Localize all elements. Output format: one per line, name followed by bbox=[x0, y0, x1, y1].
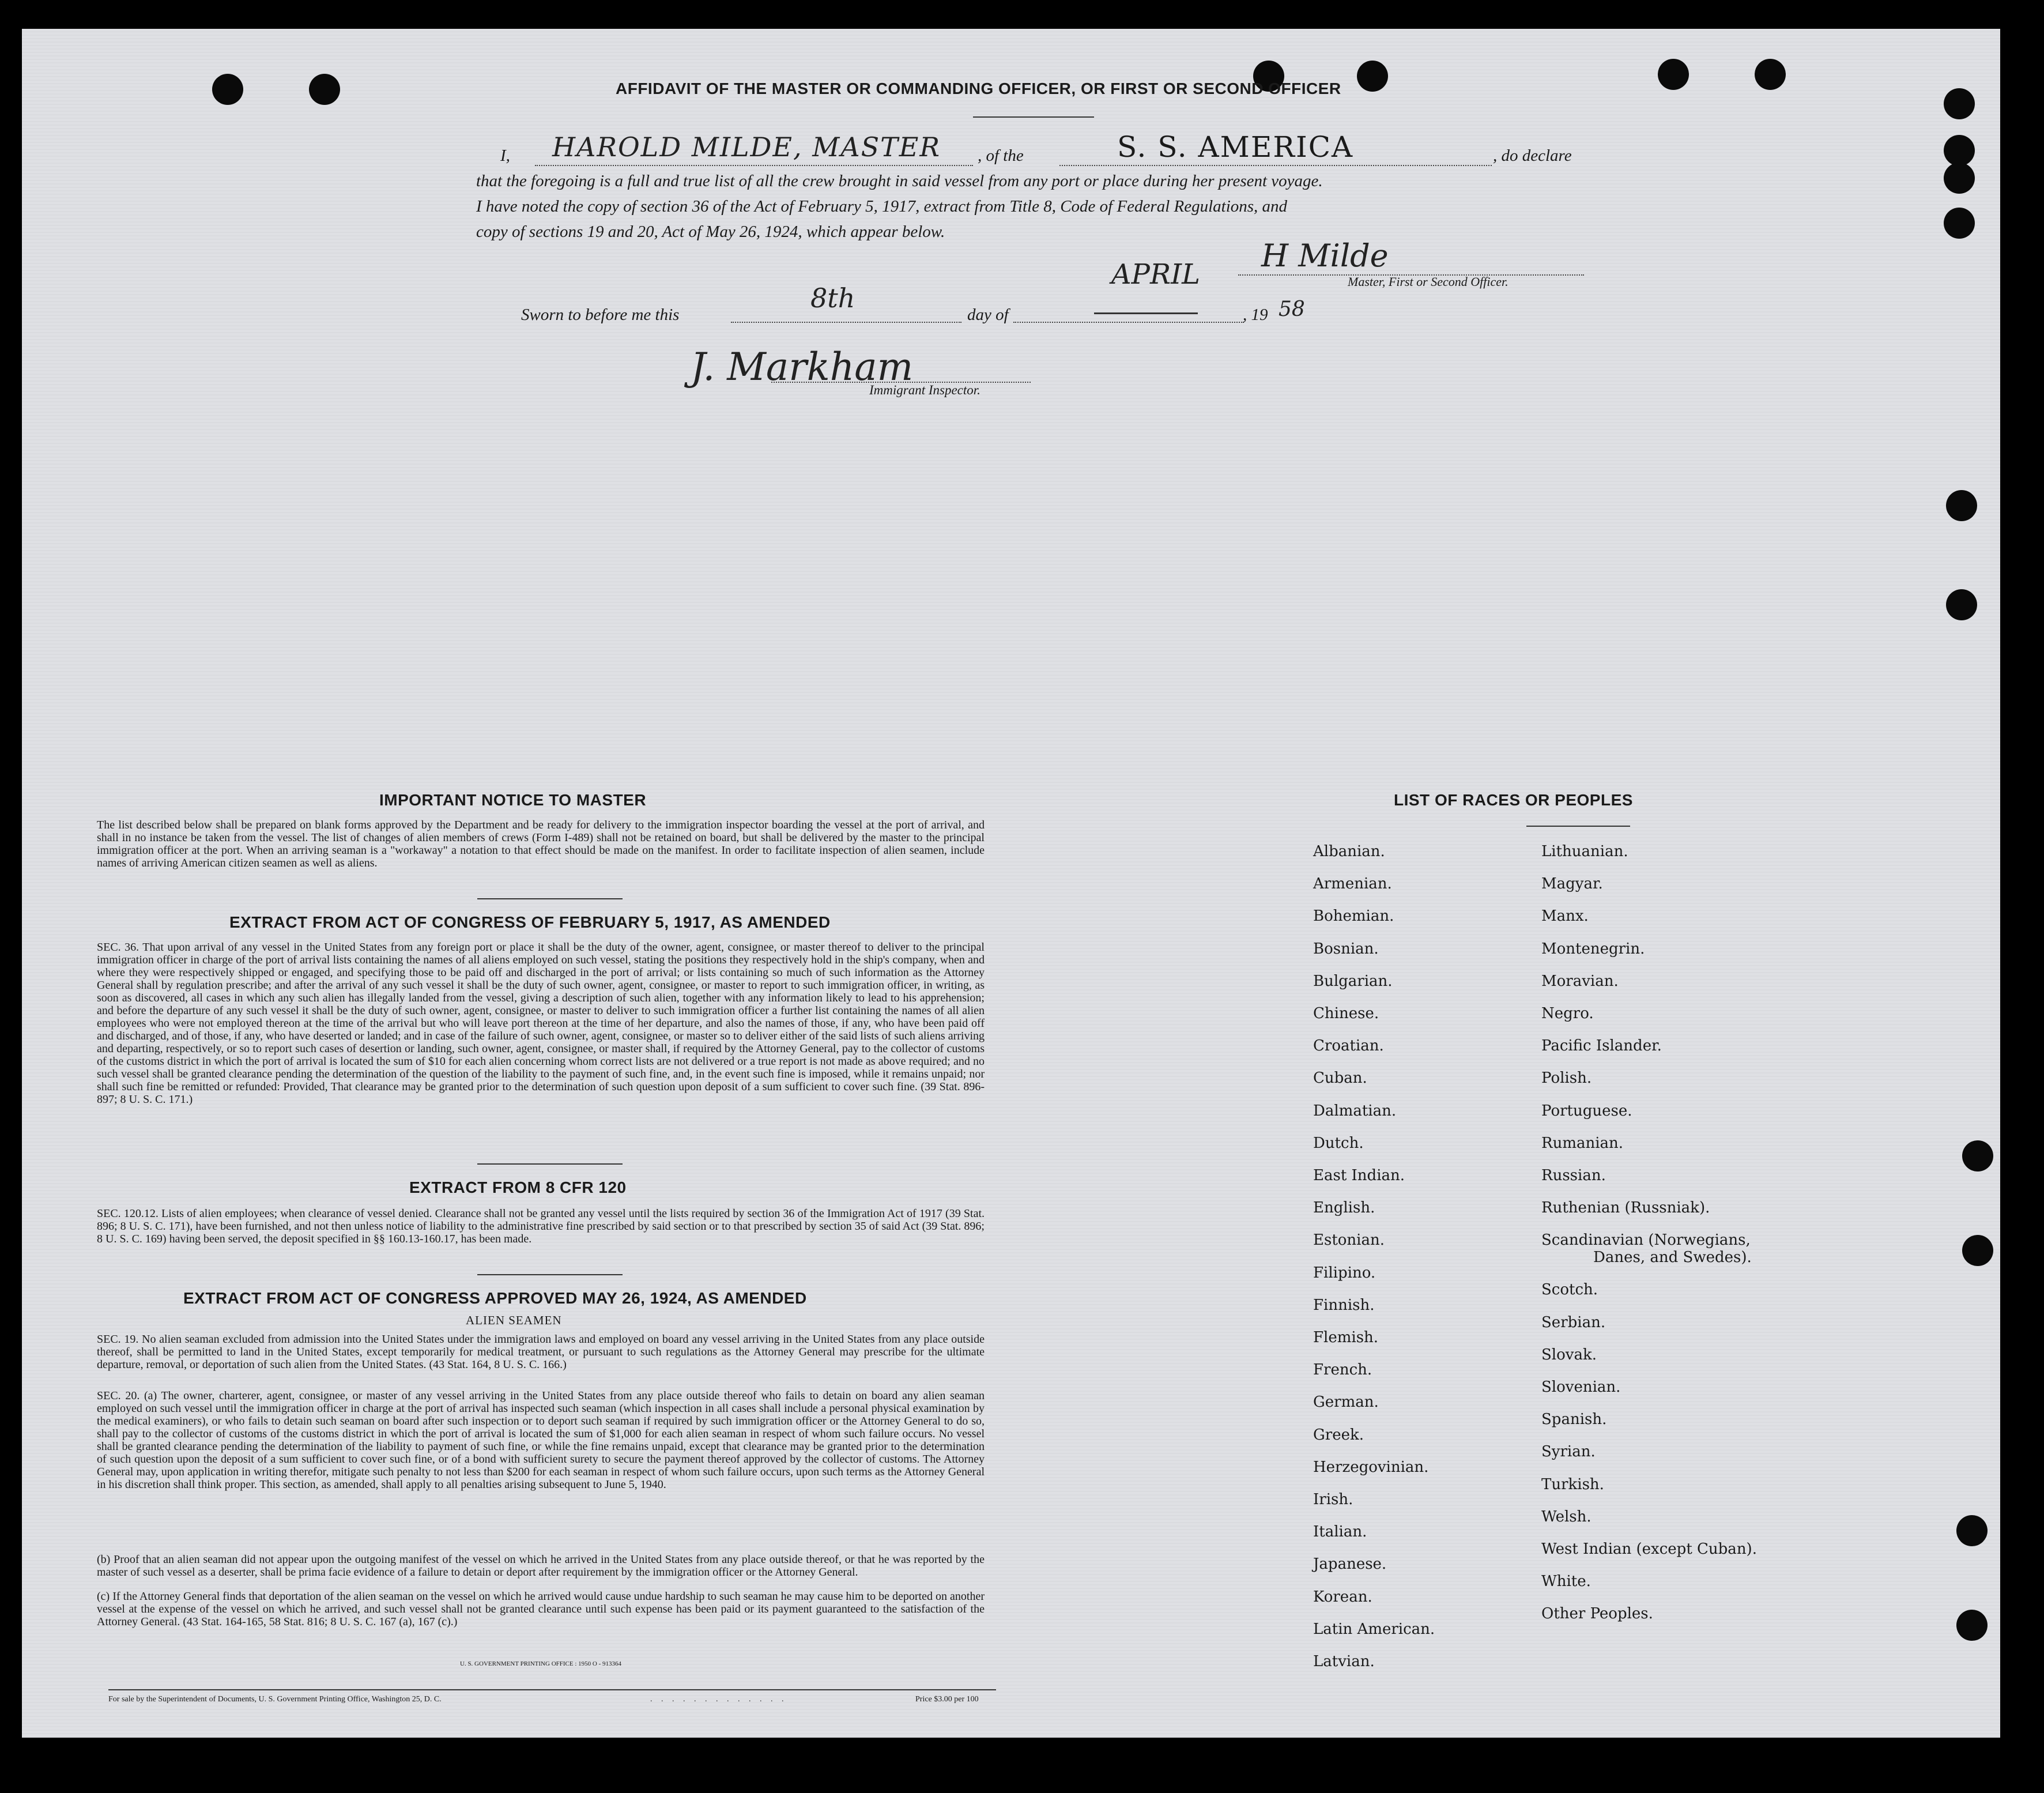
divider bbox=[477, 1274, 623, 1275]
cfr-text: SEC. 120.12. Lists of alien employees; when clearance of vessel denied. Clearance shall not be granted any vessel until the lists required by section 36 of the Immigration Act of 1917 (39 Stat. 896; 8 U. S. C. 171), have been furnished, and not then unless notice of liability to the administrative fine prescribed by said section or to that prescribed by section 35 of said Act (39 Stat. 896; 8 U. S. C. 169) having been served, the deposit specified in §§ 160.13-160.17, has been made. bbox=[97, 1207, 985, 1245]
races-title: LIST OF RACES OR PEOPLES bbox=[1394, 791, 1633, 809]
race-item: West Indian (except Cuban). bbox=[1541, 1540, 1757, 1558]
race-item: Polish. bbox=[1541, 1069, 1592, 1087]
race-item: Filipino. bbox=[1313, 1264, 1376, 1282]
race-item: White. bbox=[1541, 1573, 1591, 1591]
of-the-text: , of the bbox=[978, 146, 1024, 165]
divider bbox=[477, 1163, 623, 1165]
punch-hole bbox=[1946, 589, 1977, 620]
race-item: Danes, and Swedes). bbox=[1593, 1249, 1752, 1267]
footer-price: Price $3.00 per 100 bbox=[915, 1695, 979, 1704]
day-of-text: day of bbox=[967, 306, 1009, 324]
inspector-signature: J. Markham bbox=[691, 345, 914, 389]
race-item: Herzegovinian. bbox=[1313, 1458, 1429, 1476]
footer-dots: . . . . . . . . . . . . . bbox=[650, 1695, 787, 1704]
race-item: Croatian. bbox=[1313, 1037, 1384, 1055]
master-signature: H Milde bbox=[1261, 238, 1389, 274]
race-item: German. bbox=[1313, 1393, 1379, 1411]
section-20a-text: SEC. 20. (a) The owner, charterer, agent, consignee, or master of any vessel arriving in the United States from any place outside thereof who fails to detain on board any alien seaman employed on such vessel until the immigration officer in charge at the port of arrival has inspected such seaman (which inspection in all cases shall include a personal physical examination by the medical examiners), or who fails to detain such seaman on board after such inspection or to deport such seaman if required by such immigration officer or the Attorney General to do so, shall pay to the collector of customs of the customs district in which the port of arrival is located the sum of $1,000 for each alien seaman in respect of whom such failure occurs. No vessel shall be granted clearance pending the determination of the liability to payment of such fine, or while the fine remains unpaid, except that clearance may be granted prior to the determination of such question upon the deposit of a sum sufficient to cover such fine, or of a bond with sufficient surety to secure the payment thereof approved by the collector of customs. The Attorney General may, upon application in writing therefor, mitigate such penalty to not less than $200 for each seaman in respect of whom such failure occurs, upon such terms as the Attorney General in his discretion shall think proper. This section, as amended, shall apply to all penalties arising subsequent to June 5, 1940. bbox=[97, 1389, 985, 1491]
master-label: Master, First or Second Officer. bbox=[1348, 274, 1509, 289]
race-item: Negro. bbox=[1541, 1005, 1594, 1022]
race-item: Greek. bbox=[1313, 1426, 1364, 1444]
month-value: APRIL bbox=[1111, 258, 1200, 291]
affidavit-title: AFFIDAVIT OF THE MASTER OR COMMANDING OFFICER, OR FIRST OR SECOND OFFICER bbox=[616, 80, 1341, 97]
race-item: French. bbox=[1313, 1361, 1372, 1379]
punch-hole bbox=[1944, 163, 1975, 194]
document-sheet bbox=[22, 29, 2000, 1738]
race-item: Turkish. bbox=[1541, 1475, 1604, 1493]
race-item: Dutch. bbox=[1313, 1134, 1364, 1152]
punch-hole bbox=[309, 74, 340, 105]
printing-office: U. S. GOVERNMENT PRINTING OFFICE : 1950 O - 913364 bbox=[460, 1660, 622, 1667]
race-item: Latvian. bbox=[1313, 1653, 1375, 1670]
race-item: English. bbox=[1313, 1199, 1375, 1217]
race-item: Dalmatian. bbox=[1313, 1102, 1397, 1120]
race-item: Bulgarian. bbox=[1313, 972, 1393, 990]
punch-hole bbox=[1944, 208, 1975, 239]
race-item: Irish. bbox=[1313, 1491, 1353, 1508]
race-item: Scotch. bbox=[1541, 1281, 1598, 1299]
race-item: Korean. bbox=[1313, 1588, 1372, 1606]
year-prefix: , 19 bbox=[1243, 306, 1268, 324]
race-item: Slovenian. bbox=[1541, 1378, 1621, 1396]
punch-hole bbox=[1956, 1515, 1988, 1546]
race-item: Portuguese. bbox=[1541, 1102, 1632, 1120]
section-20c-text: (c) If the Attorney General finds that deportation of the alien seaman on the vessel on which he arrived would cause undue hardship to such seaman he may cause him to be deported on another vessel at the expense of the vessel on which he arrived, and such vessel shall not be granted clearance until such expense has been paid or its payment guaranteed to the satisfaction of the Attorney General. (43 Stat. 164-165, 58 Stat. 816; 8 U. S. C. 167 (a), 167 (c).) bbox=[97, 1590, 985, 1628]
race-item: Montenegrin. bbox=[1541, 940, 1645, 958]
divider bbox=[1526, 826, 1630, 827]
affidavit-line4: copy of sections 19 and 20, Act of May 26, 1924, which appear below. bbox=[476, 223, 945, 241]
punch-hole bbox=[1962, 1235, 1993, 1266]
race-item: Russian. bbox=[1541, 1167, 1606, 1184]
race-item: Manx. bbox=[1541, 907, 1589, 925]
race-item: Latin American. bbox=[1313, 1620, 1435, 1638]
punch-hole bbox=[1944, 135, 1975, 166]
race-item: Slovak. bbox=[1541, 1346, 1597, 1363]
race-item: Italian. bbox=[1313, 1523, 1367, 1541]
year-value: 58 bbox=[1279, 297, 1305, 321]
section-20b-text: (b) Proof that an alien seaman did not appear upon the outgoing manifest of the vessel on which he arrived in the United States from any place outside thereof, or that he was reported by the master of such vessel as a deserter, shall be prima facie evidence of a failure to detain or deport after requirement by the immigration officer or the Attorney General. bbox=[97, 1553, 985, 1579]
affidavit-line3: I have noted the copy of section 36 of the Act of February 5, 1917, extract from Title 8, Code of Federal Regulations, and bbox=[476, 197, 1288, 216]
notice-text: The list described below shall be prepared on blank forms approved by the Department and be ready for delivery to the immigration inspector boarding the vessel at the port of arrival, and shall in no instance be taken from the vessel. The list of changes of alien members of crews (Form I-489) shall not be retained on board, but shall be delivered by the master to the principal immigration officer at the port. When an arriving seaman is a "workaway" a notation to that effect should be made on the manifest. In order to facilitate inspection of alien seamen, include names of arriving American citizen seamen as well as aliens. bbox=[97, 819, 985, 869]
race-item: Pacific Islander. bbox=[1541, 1037, 1662, 1055]
vessel-name: S. S. AMERICA bbox=[1117, 130, 1354, 164]
affidavit-line2: that the foregoing is a full and true list of all the crew brought in said vessel from any port or place during her present voyage. bbox=[476, 172, 1323, 190]
month-line bbox=[1013, 322, 1244, 323]
notice-title: IMPORTANT NOTICE TO MASTER bbox=[379, 791, 647, 809]
extract-1924-title: EXTRACT FROM ACT OF CONGRESS APPROVED MAY 26, 1924, AS AMENDED bbox=[183, 1289, 807, 1307]
extract-1924-subtitle: ALIEN SEAMEN bbox=[466, 1313, 562, 1327]
extract-1917-title: EXTRACT FROM ACT OF CONGRESS OF FEBRUARY 5, 1917, AS AMENDED bbox=[229, 913, 831, 931]
race-item: Magyar. bbox=[1541, 875, 1603, 893]
divider bbox=[477, 898, 623, 899]
race-item: Moravian. bbox=[1541, 972, 1619, 990]
divider bbox=[973, 116, 1094, 118]
section-19-text: SEC. 19. No alien seaman excluded from admission into the United States under the immigration laws and employed on board any vessel arriving in the United States from any place outside thereof, shall be permitted to land in the United States, except temporarily for medical treatment, or pursuant to such regulations as the Attorney General may prescribe for the ultimate departure, removal, or deportation of such alien from the United States. (43 Stat. 164, 8 U. S. C. 166.) bbox=[97, 1333, 985, 1371]
master-name: HAROLD MILDE, MASTER bbox=[552, 131, 941, 163]
race-item: Finnish. bbox=[1313, 1296, 1375, 1314]
race-item: Syrian. bbox=[1541, 1443, 1596, 1461]
race-item: Flemish. bbox=[1313, 1329, 1379, 1346]
race-item: Bosnian. bbox=[1313, 940, 1379, 958]
punch-hole bbox=[1946, 490, 1977, 521]
day-line bbox=[731, 322, 961, 323]
race-item: Estonian. bbox=[1313, 1231, 1385, 1249]
sworn-text: Sworn to before me this bbox=[521, 306, 680, 324]
race-item: Armenian. bbox=[1313, 875, 1392, 893]
race-item: Chinese. bbox=[1313, 1005, 1379, 1022]
affidavit-i: I, bbox=[500, 146, 510, 165]
race-item: Rumanian. bbox=[1541, 1134, 1624, 1152]
race-item: East Indian. bbox=[1313, 1167, 1405, 1184]
race-item: Lithuanian. bbox=[1541, 843, 1628, 860]
race-item: Scandinavian (Norwegians, bbox=[1541, 1231, 1751, 1249]
race-item: Cuban. bbox=[1313, 1069, 1367, 1087]
vessel-line bbox=[1059, 165, 1492, 166]
race-item: Spanish. bbox=[1541, 1411, 1607, 1429]
extract-1917-text: SEC. 36. That upon arrival of any vessel in the United States from any foreign port or place it shall be the duty of the owner, agent, consignee, or master thereof to deliver to the principal immigration officer in charge of the port of arrival lists containing the names of all aliens employed on such vessel, stating the positions they respectively hold in the ship's company, when and where they were respectively shipped or engaged, and specifying those to be paid off and discharged in the port of arrival; or lists containing so much of such information as the Attorney General shall by regulation prescribe; and after the arrival of any such vessel it shall be the duty of such owner, agent, consignee, or master to report to such immigration officer, in writing, as soon as discovered, all cases in which any such alien has illegally landed from the vessel, giving a description of such alien, together with any information likely to lead to his apprehension; and before the departure of any such vessel it shall be the duty of such owner, agent, consignee, or master to deliver to such immigration officer a further list containing the names of all alien employees who were not employed thereon at the time of the arrival but who will leave port thereon at the time of her departure, and also the names of those, if any, who have been paid off and discharged, and of those, if any, who have deserted or landed; and in case of the failure of such owner, agent, consignee, or master so to deliver either of the said lists of such aliens arriving and departing, respectively, or so to report such cases of desertion or landing, such owner, agent, consignee, or master shall, if required by the Attorney General, pay to the collector of customs of the customs district in which the port of arrival is located the sum of $10 for each alien concerning whom correct lists are not delivered or a true report is not made as above required; and no such vessel shall be granted clearance pending the determination of the question of the liability to the payment of such fine, and, in the event such fine is imposed, while it remains unpaid; nor shall such fine be remitted or refunded: Provided, That clearance may be granted prior to the determination of such question upon deposit of a sum sufficient to cover such fine. (39 Stat. 896-897; 8 U. S. C. 171.) bbox=[97, 941, 985, 1106]
race-item: Welsh. bbox=[1541, 1508, 1592, 1525]
do-declare-text: , do declare bbox=[1493, 146, 1572, 165]
punch-hole bbox=[212, 74, 243, 105]
race-item: Ruthenian (Russniak). bbox=[1541, 1199, 1710, 1217]
strikethrough bbox=[1094, 312, 1198, 314]
punch-hole bbox=[1956, 1610, 1988, 1641]
footer-rule bbox=[108, 1689, 996, 1690]
race-item: Serbian. bbox=[1541, 1313, 1606, 1331]
punch-hole bbox=[1944, 88, 1975, 119]
footer-left: For sale by the Superintendent of Documents, U. S. Government Printing Office, Washington 25, D. C. bbox=[108, 1695, 442, 1704]
punch-hole bbox=[1658, 59, 1689, 90]
race-item: Bohemian. bbox=[1313, 907, 1394, 925]
race-item: Japanese. bbox=[1313, 1555, 1387, 1573]
punch-hole bbox=[1962, 1140, 1993, 1172]
day-value: 8th bbox=[810, 282, 855, 314]
race-item: Albanian. bbox=[1313, 843, 1385, 860]
cfr-title: EXTRACT FROM 8 CFR 120 bbox=[409, 1178, 627, 1196]
punch-hole bbox=[1755, 59, 1786, 90]
race-item: Other Peoples. bbox=[1541, 1605, 1653, 1623]
name-line bbox=[535, 165, 973, 166]
inspector-label: Immigrant Inspector. bbox=[869, 383, 980, 397]
